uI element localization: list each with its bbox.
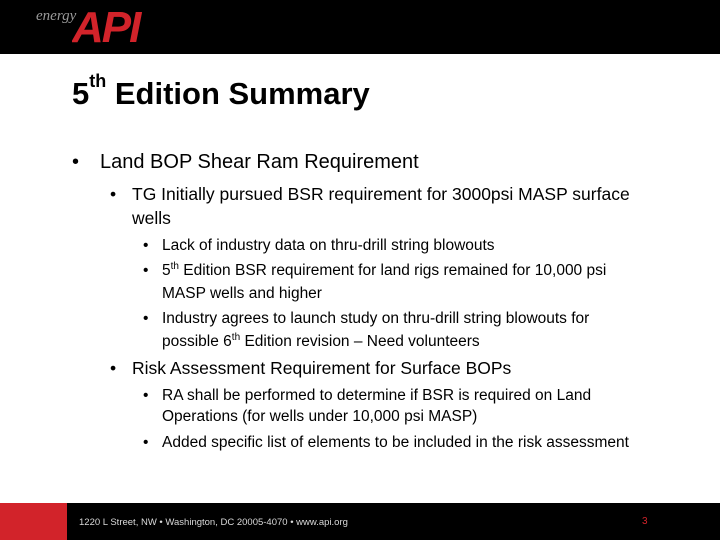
bullet-industry-agrees: Industry agrees to launch study on thru-drill string blowouts for — [162, 310, 590, 327]
bullet-marker: • — [110, 358, 117, 378]
bullet-ra-performed: RA shall be performed to determine if BSR is required on Land — [162, 387, 592, 404]
bullet-marker: • — [72, 151, 80, 173]
bullet-marker: • — [143, 387, 149, 404]
bullet-marker: • — [143, 310, 149, 327]
api-logo-icon — [72, 4, 144, 46]
energy-tagline: energy — [36, 8, 77, 24]
bullet-land-bop: Land BOP Shear Ram Requirement — [100, 151, 419, 173]
page-number: 3 — [642, 516, 648, 527]
bullet-5th-edition-bsr: 5th Edition BSR requirement for land rigs remained for 10,000 psi — [162, 260, 607, 279]
bullet-marker: • — [110, 184, 117, 204]
bullet-marker: • — [143, 237, 149, 254]
header-bar — [0, 0, 720, 54]
bullet-marker: • — [143, 262, 149, 279]
footer-address: 1220 L Street, NW • Washington, DC 20005-4070 • www.api.org — [79, 517, 348, 528]
slide-title: 5th Edition Summary — [72, 71, 370, 111]
bullet-ra-performed-cont: Operations (for wells under 10,000 psi MASP) — [162, 408, 478, 425]
footer-red-block — [0, 503, 67, 540]
bullet-lack-of-data: Lack of industry data on thru-drill string blowouts — [162, 237, 495, 254]
bullet-tg-initially: TG Initially pursued BSR requirement for 3000psi MASP surface — [132, 184, 630, 204]
bullet-specific-list: Added specific list of elements to be included in the risk assessment — [162, 434, 629, 451]
footer-bar — [0, 503, 720, 540]
bullet-tg-initially-cont: wells — [132, 208, 171, 228]
bullet-5th-edition-bsr-cont: MASP wells and higher — [162, 285, 322, 302]
bullet-marker: • — [143, 434, 149, 451]
bullet-industry-agrees-cont: possible 6th Edition revision – Need volunteers — [162, 331, 480, 350]
svg-text:API: API — [72, 4, 140, 46]
bullet-risk-assessment: Risk Assessment Requirement for Surface BOPs — [132, 358, 512, 378]
